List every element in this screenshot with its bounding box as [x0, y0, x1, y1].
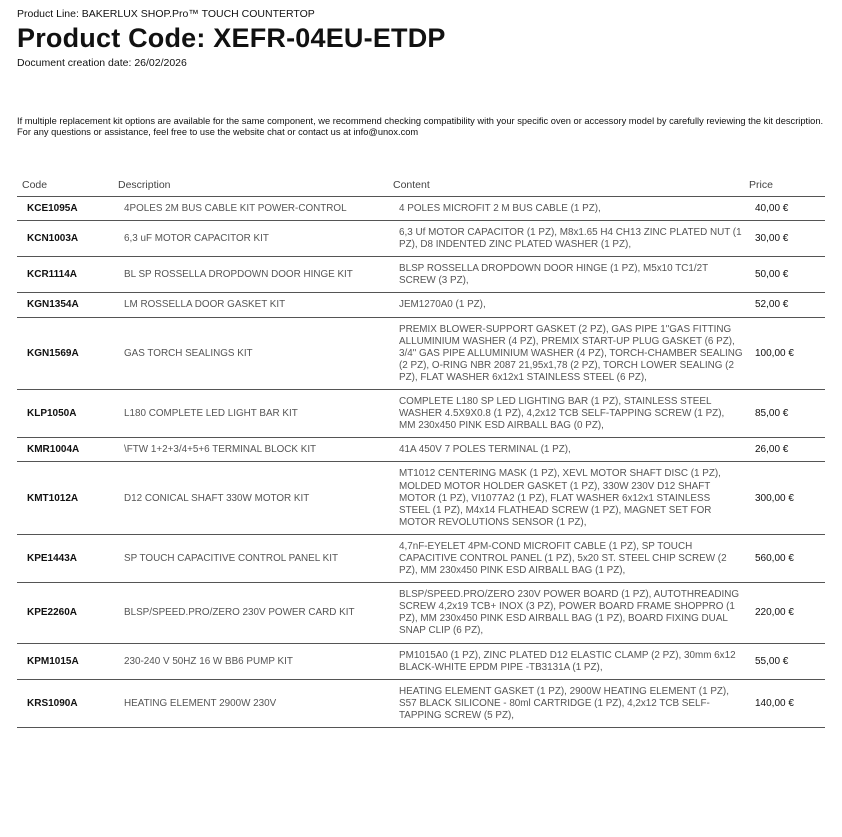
row-description: BL SP ROSSELLA DROPDOWN DOOR HINGE KIT [118, 257, 393, 293]
row-price: 140,00 € [749, 679, 825, 727]
header-content: Content [393, 177, 749, 197]
table-row [17, 257, 825, 293]
row-code: KGN1569A [17, 317, 118, 389]
table-row [17, 462, 825, 534]
row-code: KPE1443A [17, 534, 118, 582]
row-content: BLSP ROSSELLA DROPDOWN DOOR HINGE (1 PZ), M5x10 TC1/2T SCREW (3 PZ), [393, 257, 749, 293]
row-price: 85,00 € [749, 390, 825, 438]
notice [17, 116, 825, 137]
row-content: COMPLETE L180 SP LED LIGHTING BAR (1 PZ), STAINLESS STEEL WASHER 4.5X9X0.8 (1 PZ), 4,2x12 TCB SELF-TAPPING SCREW (1 PZ), MM 230x450 PINK ESD AIRBALL BAG (0 PZ), [393, 390, 749, 438]
row-content: HEATING ELEMENT GASKET (1 PZ), 2900W HEATING ELEMENT (1 PZ), S57 BLACK SILICONE - 80ml CARTRIDGE (1 PZ), 4,2x12 TCB SELF-TAPPING SCREW (5 PZ), [393, 679, 749, 727]
row-code: KMR1004A [17, 438, 118, 462]
row-price: 300,00 € [749, 462, 825, 534]
kit-table [17, 177, 825, 728]
row-content: 41A 450V 7 POLES TERMINAL (1 PZ), [393, 438, 749, 462]
row-code: KCR1114A [17, 257, 118, 293]
row-code: KRS1090A [17, 679, 118, 727]
table-row [17, 583, 825, 643]
row-price: 50,00 € [749, 257, 825, 293]
table-row [17, 293, 825, 317]
header-code: Code [17, 177, 118, 197]
product-line: Product Line: BAKERLUX SHOP.Pro™ TOUCH COUNTERTOP [17, 8, 315, 20]
notice-line-2: For any questions or assistance, feel free to use the website chat or contact us at info@unox.com [17, 126, 419, 137]
row-description: HEATING ELEMENT 2900W 230V [118, 679, 393, 727]
page-title: Product Code: XEFR-04EU-ETDP [17, 23, 446, 53]
notice-line-1: If multiple replacement kit options are available for the same component, we recommend checking compatibility with your specific oven or accessory model by carefully reviewing the kit description. [17, 116, 824, 126]
row-content: MT1012 CENTERING MASK (1 PZ), XEVL MOTOR SHAFT DISC (1 PZ), MOLDED MOTOR HOLDER GASKET (1 PZ), 330W 230V D12 SHAFT MOTOR (1 PZ), VI1077A2 (1 PZ), FLAT WASHER 6x12x1 STAINLESS STEEL (1 PZ), M4x14 FLATHEAD SCREW (1 PZ), MAGNET SET FOR MOTOR REVOLUTIONS SENSOR (1 PZ), [393, 462, 749, 534]
row-content: 6,3 Uf MOTOR CAPACITOR (1 PZ), M8x1.65 H4 CH13 ZINC PLATED NUT (1 PZ), D8 INDENTED ZINC PLATED WASHER (1 PZ), [393, 221, 749, 257]
row-code: KMT1012A [17, 462, 118, 534]
table-row [17, 438, 825, 462]
row-code: KGN1354A [17, 293, 118, 317]
table-header-row [17, 177, 825, 197]
row-code: KPE2260A [17, 583, 118, 643]
table-row [17, 534, 825, 582]
row-price: 40,00 € [749, 197, 825, 221]
header-price: Price [749, 177, 825, 197]
row-description: GAS TORCH SEALINGS KIT [118, 317, 393, 389]
row-description: L180 COMPLETE LED LIGHT BAR KIT [118, 390, 393, 438]
document-page [17, 0, 825, 728]
row-price: 26,00 € [749, 438, 825, 462]
table-row [17, 643, 825, 679]
row-price: 100,00 € [749, 317, 825, 389]
table-row [17, 390, 825, 438]
row-price: 55,00 € [749, 643, 825, 679]
row-content: 4,7nF-EYELET 4PM-COND MICROFIT CABLE (1 PZ), SP TOUCH CAPACITIVE CONTROL PANEL (1 PZ), 5x20 ST. STEEL CHIP SCREW (2 PZ), MM 230x450 PINK ESD AIRBALL BAG (1 PZ), [393, 534, 749, 582]
row-price: 220,00 € [749, 583, 825, 643]
row-description: LM ROSSELLA DOOR GASKET KIT [118, 293, 393, 317]
row-description: BLSP/SPEED.PRO/ZERO 230V POWER CARD KIT [118, 583, 393, 643]
row-price: 30,00 € [749, 221, 825, 257]
creation-date: Document creation date: 26/02/2026 [17, 57, 187, 69]
row-price: 52,00 € [749, 293, 825, 317]
row-code: KPM1015A [17, 643, 118, 679]
row-content: PREMIX BLOWER-SUPPORT GASKET (2 PZ), GAS PIPE 1"GAS FITTING ALLUMINIUM WASHER (4 PZ), PREMIX START-UP PLUG GASKET (6 PZ), 3/4" GAS PIPE ALLUMINIUM WASHER (4 PZ), TORCH-CHAMBER SEALING (2 PZ), O-RING NBR 2087 21,95x1,78 (2 PZ), TORCH LOWER SEALING (2 PZ), FLAT WASHER 6x12x1 STAINLESS STEEL (6 PZ), [393, 317, 749, 389]
table-row [17, 679, 825, 727]
row-content: BLSP/SPEED.PRO/ZERO 230V POWER BOARD (1 PZ), AUTOTHREADING SCREW 4,2x19 TCB+ INOX (3 PZ), POWER BOARD FRAME SHOPPRO (1 PZ), MM 230x450 PINK ESD AIRBALL BAG (1 PZ), BOARD FIXING DUAL SNAP CLIP (6 PZ), [393, 583, 749, 643]
header-description: Description [118, 177, 393, 197]
row-description: 230-240 V 50HZ 16 W BB6 PUMP KIT [118, 643, 393, 679]
row-description: D12 CONICAL SHAFT 330W MOTOR KIT [118, 462, 393, 534]
row-description: SP TOUCH CAPACITIVE CONTROL PANEL KIT [118, 534, 393, 582]
row-description: 4POLES 2M BUS CABLE KIT POWER-CONTROL [118, 197, 393, 221]
row-code: KLP1050A [17, 390, 118, 438]
row-code: KCN1003A [17, 221, 118, 257]
table-row [17, 221, 825, 257]
row-description: \FTW 1+2+3/4+5+6 TERMINAL BLOCK KIT [118, 438, 393, 462]
table-row [17, 317, 825, 389]
row-description: 6,3 uF MOTOR CAPACITOR KIT [118, 221, 393, 257]
row-content: JEM1270A0 (1 PZ), [393, 293, 749, 317]
table-row [17, 197, 825, 221]
row-content: 4 POLES MICROFIT 2 M BUS CABLE (1 PZ), [393, 197, 749, 221]
row-code: KCE1095A [17, 197, 118, 221]
row-price: 560,00 € [749, 534, 825, 582]
row-content: PM1015A0 (1 PZ), ZINC PLATED D12 ELASTIC CLAMP (2 PZ), 30mm 6x12 BLACK-WHITE EPDM PIPE -TB3131A (1 PZ), [393, 643, 749, 679]
